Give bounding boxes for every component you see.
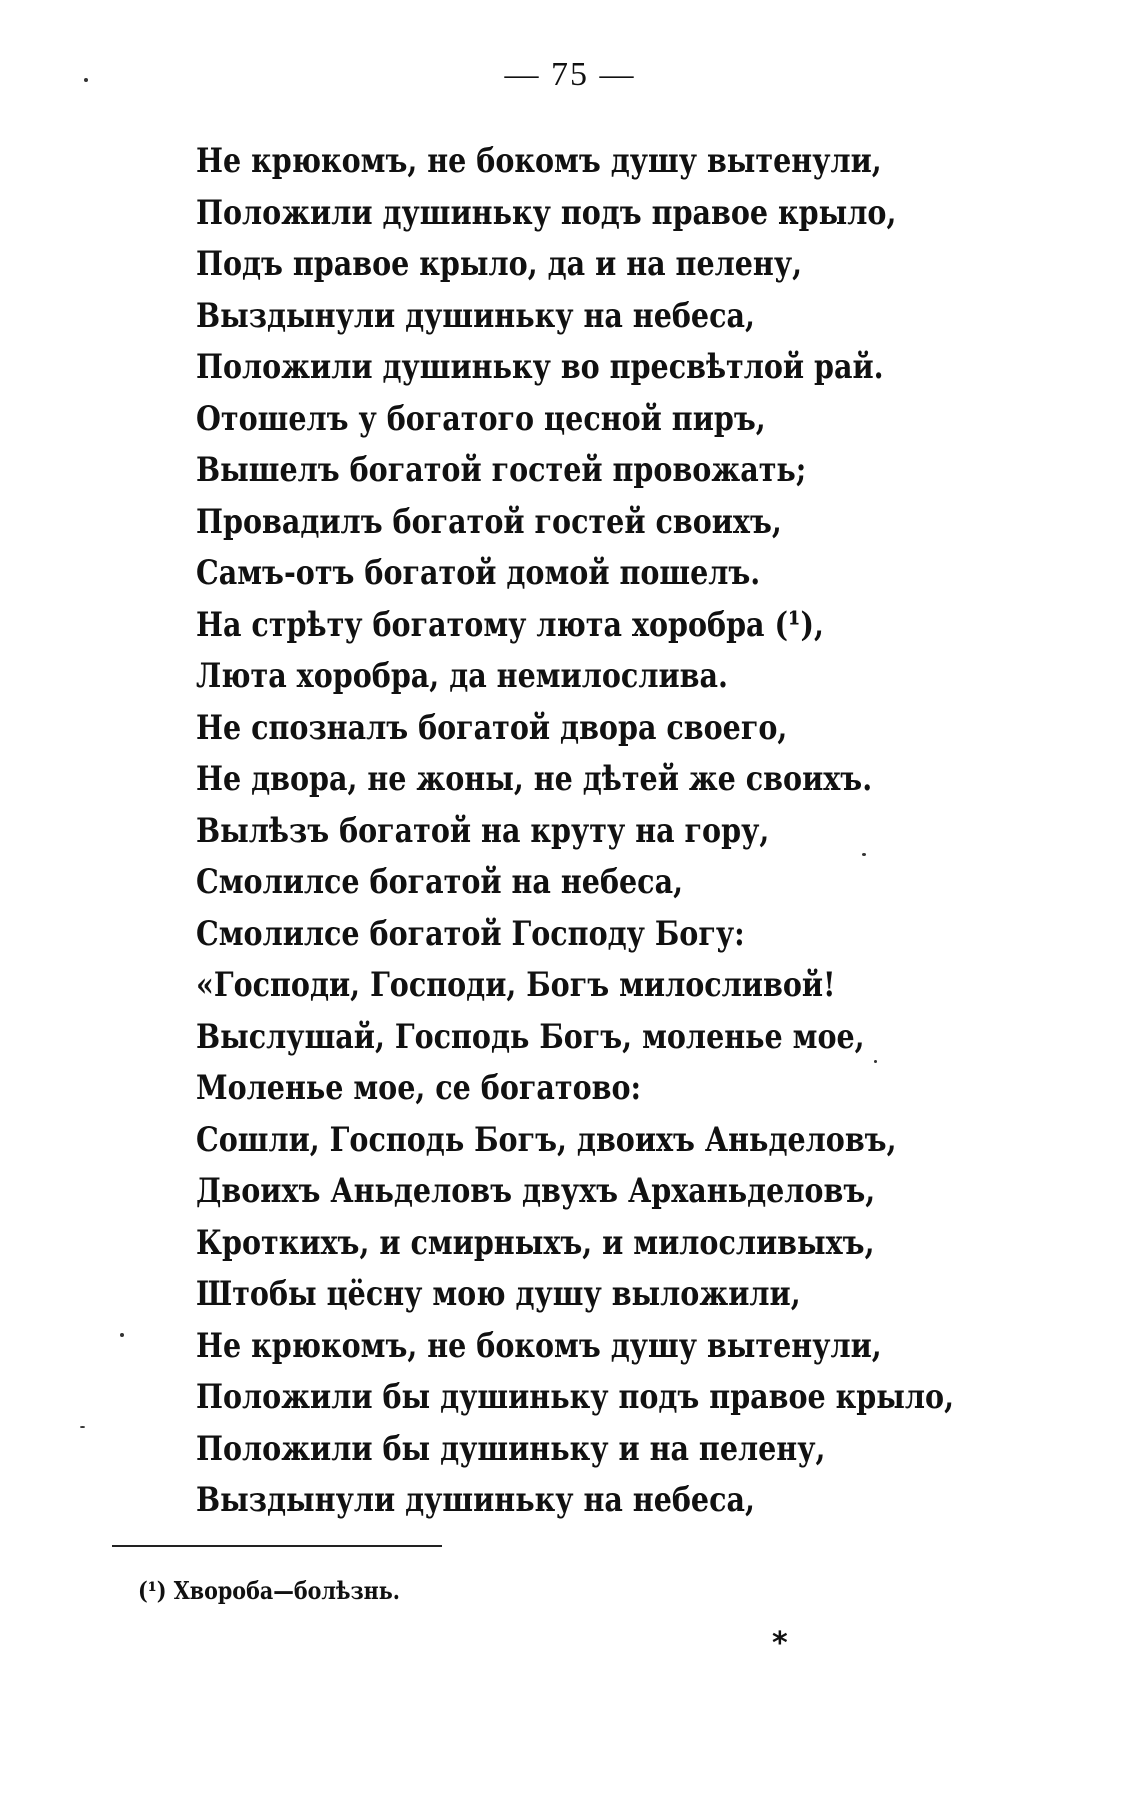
poem-line: Смолилсе богатой Господу Богу: <box>196 913 745 954</box>
page-number: — 75 — <box>504 56 636 93</box>
scan-speck <box>862 853 866 856</box>
poem-line: Моленье мое, се богатово: <box>196 1068 642 1108</box>
poem-text <box>196 136 976 1527</box>
poem-line: Положили душиньку подъ правое крыло, <box>196 192 897 233</box>
poem-line: Не двора, не жоны, не дѣтей же своихъ. <box>196 759 873 799</box>
poem-line: Двоихъ Аньделовъ двухъ Арханьделовъ, <box>196 1171 876 1211</box>
poem-line: Отошелъ у богатого цесной пиръ, <box>196 398 766 439</box>
poem-line: Выздынули душиньку на небеса, <box>196 295 755 336</box>
poem-line: Сошли, Господь Богъ, двоихъ Аньделовъ, <box>196 1119 897 1160</box>
poem-line: Люта хоробра, да немилослива. <box>196 656 728 696</box>
poem-line: Вышелъ богатой гостей провожать; <box>196 450 807 490</box>
poem-line: Провадилъ богатой гостей своихъ, <box>196 501 782 542</box>
poem-line: Смолилсе богатой на небеса, <box>196 862 684 902</box>
poem-line: Самъ-отъ богатой домой пошелъ. <box>196 553 761 593</box>
scan-speck <box>84 78 88 82</box>
poem-line: Выслушай, Господь Богъ, моленье мое, <box>196 1016 865 1057</box>
poem-line: Штобы цёсну мою душу выложили, <box>196 1274 801 1314</box>
poem-line: Кроткихъ, и смирныхъ, и милосливыхъ, <box>196 1222 875 1263</box>
poem-line: Не спозналъ богатой двора своего, <box>196 707 788 748</box>
poem-line: Выздынули душиньку на небеса, <box>196 1480 755 1520</box>
poem-line: Вылѣзъ богатой на круту на гору, <box>196 810 770 851</box>
footnote: (¹) Хвороба—болѣзнь. <box>138 1576 400 1605</box>
scan-speck <box>80 1426 85 1428</box>
scan-speck <box>120 1333 124 1337</box>
poem-line: Положили душиньку во пресвѣтлой рай. <box>196 347 884 387</box>
poem-line: Подъ правое крыло, да и на пелену, <box>196 244 803 284</box>
poem-line: Не крюкомъ, не бокомъ душу вытенули, <box>196 1325 882 1366</box>
poem-line: Не крюкомъ, не бокомъ душу вытенули, <box>196 141 882 181</box>
poem-line: На стрѣту богатому люта хоробра (¹), <box>196 604 824 645</box>
scan-speck <box>874 1060 877 1063</box>
footnote-divider <box>112 1545 442 1547</box>
poem-line: Положили бы душиньку и на пелену, <box>196 1428 826 1469</box>
poem-line: «Господи, Господи, Богъ милосливой! <box>196 965 836 1005</box>
poem-line: Положили бы душиньку подъ правое крыло, <box>196 1377 955 1417</box>
end-asterisk-mark: * <box>772 1626 788 1661</box>
